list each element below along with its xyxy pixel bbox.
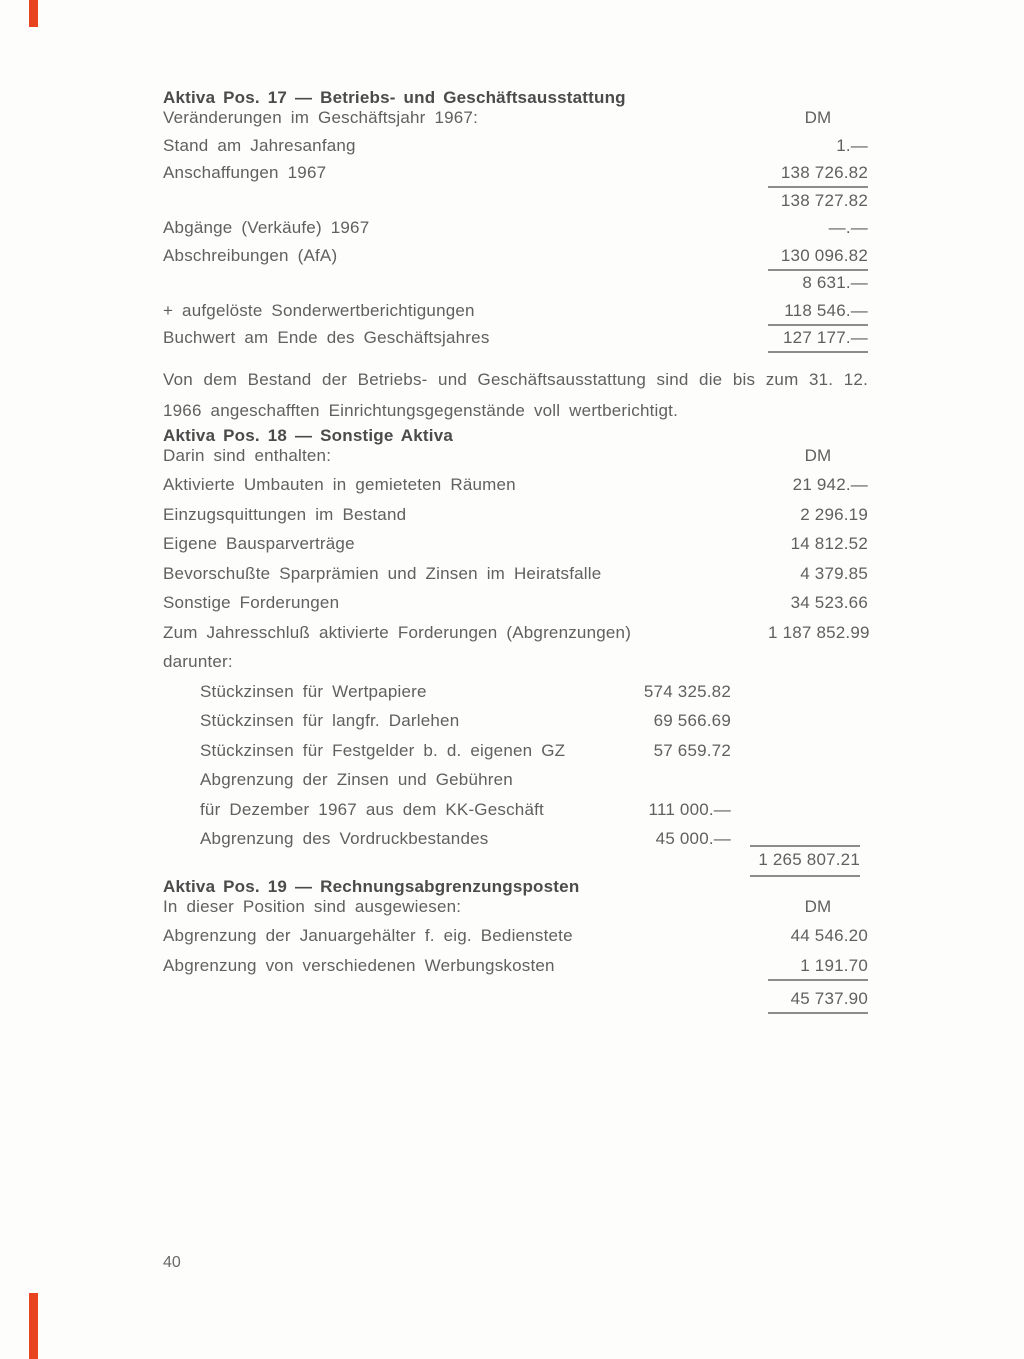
row-label: für Dezember 1967 aus dem KK-Geschäft [200,799,544,819]
row-value: 1 187 852.99 [768,622,870,642]
ledger-row [163,191,868,219]
ledger-row [163,623,868,653]
row-label: Abgrenzung des Vordruckbestandes [200,829,489,848]
row-label: Zum Jahresschluß aktivierte Forderungen (Abgrenzungen) [163,622,632,642]
darunter-row [163,652,868,682]
section19-heading: Aktiva Pos. 19 — Rechnungsabgrenzungsposten [163,876,580,896]
ledger-subrow [163,741,868,771]
section19-intro: In dieser Position sind ausgewiesen: [163,896,462,916]
row-label: Stand am Jahresanfang [163,135,356,155]
red-edge-mark-top [29,0,38,27]
section19-intro-row [163,897,868,927]
row-label: Aktivierte Umbauten in gemieteten Räumen [163,475,516,494]
row-value: 138 726.82 [768,163,868,188]
ledger-row [163,246,868,274]
row-value: 8 631.— [802,273,868,292]
row-value: 2 296.19 [800,504,868,524]
row-value: 45 000.— [655,829,731,848]
row-value: 14 812.52 [790,534,868,553]
row-label: Einzugsquittungen im Bestand [163,504,407,524]
row-value: 574 325.82 [643,681,731,701]
ledger-row [163,956,868,986]
row-value: 1 191.70 [768,956,868,981]
section17-intro: Veränderungen im Geschäftsjahr 1967: [163,108,478,127]
ledger-row [163,564,868,594]
section19-total: 45 737.90 [768,989,868,1014]
ledger-row [163,593,868,623]
row-value: 130 096.82 [768,246,868,271]
section19-currency-header: DM [804,896,832,916]
row-label: Sonstige Forderungen [163,593,340,612]
row-label: Bevorschußte Sparprämien und Zinsen im Heiratsfalle [163,563,602,583]
row-value: 118 546.— [768,301,868,326]
row-label: Abschreibungen (AfA) [163,245,338,265]
row-value: 127 177.— [768,328,868,353]
row-label: + aufgelöste Sonderwertberichtigungen [163,300,475,320]
row-value: 44 546.20 [790,926,868,945]
ledger-subrow [163,770,868,800]
ledger-row [163,218,868,246]
row-label: Abgrenzung von verschiedenen Werbungskosten [163,955,555,975]
row-label: Stückzinsen für langfr. Darlehen [200,711,460,730]
ledger-row [163,273,868,301]
row-label: Buchwert am Ende des Geschäftsjahres [163,328,490,347]
row-label: Stückzinsen für Wertpapiere [200,681,427,701]
row-value: 4 379.85 [800,563,868,583]
section17-note: Von dem Bestand der Betriebs- und Geschäftsausstattung sind die bis zum 31. 12. 1966 angeschafften Einrichtungsgegenstände voll wertberichtigt. [163,369,868,420]
section18-currency-header: DM [804,445,832,465]
row-value: 111 000.— [648,799,731,819]
ledger-subrow [163,711,868,741]
row-label: Abgrenzung der Zinsen und Gebühren [200,770,513,789]
ledger-row [163,136,868,164]
section17-heading: Aktiva Pos. 17 — Betriebs- und Geschäftsausstattung [163,88,626,107]
row-value: 69 566.69 [653,711,731,730]
row-value: 1.— [836,135,868,155]
page-number: 40 [163,1254,181,1271]
ledger-subrow [163,800,868,830]
row-value: 57 659.72 [653,740,731,760]
section18-heading: Aktiva Pos. 18 — Sonstige Aktiva [163,425,454,445]
red-edge-mark-bottom [29,1293,38,1359]
row-value: —.— [828,218,868,237]
row-label: Stückzinsen für Festgelder b. d. eigenen GZ [200,740,566,760]
row-value: 21 942.— [792,475,868,494]
section18-intro: Darin sind enthalten: [163,445,332,465]
row-value: 138 727.82 [780,190,868,210]
row-label: Abgänge (Verkäufe) 1967 [163,218,370,237]
row-label: Eigene Bausparverträge [163,534,355,553]
page-content [163,88,868,1019]
row-value: 34 523.66 [790,593,868,612]
ledger-row [163,534,868,564]
section18-total: 1 265 807.21 [750,845,860,877]
ledger-row [163,475,868,505]
row-label: Abgrenzung der Januargehälter f. eig. Bedienstete [163,926,573,945]
section17-currency-header: DM [804,108,832,127]
section17-intro-row [163,108,868,136]
darunter-label: darunter: [163,652,233,671]
ledger-row [163,505,868,535]
ledger-row [163,163,868,191]
section18-intro-row [163,446,868,476]
ledger-row [163,328,868,356]
ledger-subrow [163,682,868,712]
ledger-row [163,926,868,956]
row-label: Anschaffungen 1967 [163,163,327,182]
section19-total-row [163,989,868,1019]
ledger-row [163,301,868,329]
